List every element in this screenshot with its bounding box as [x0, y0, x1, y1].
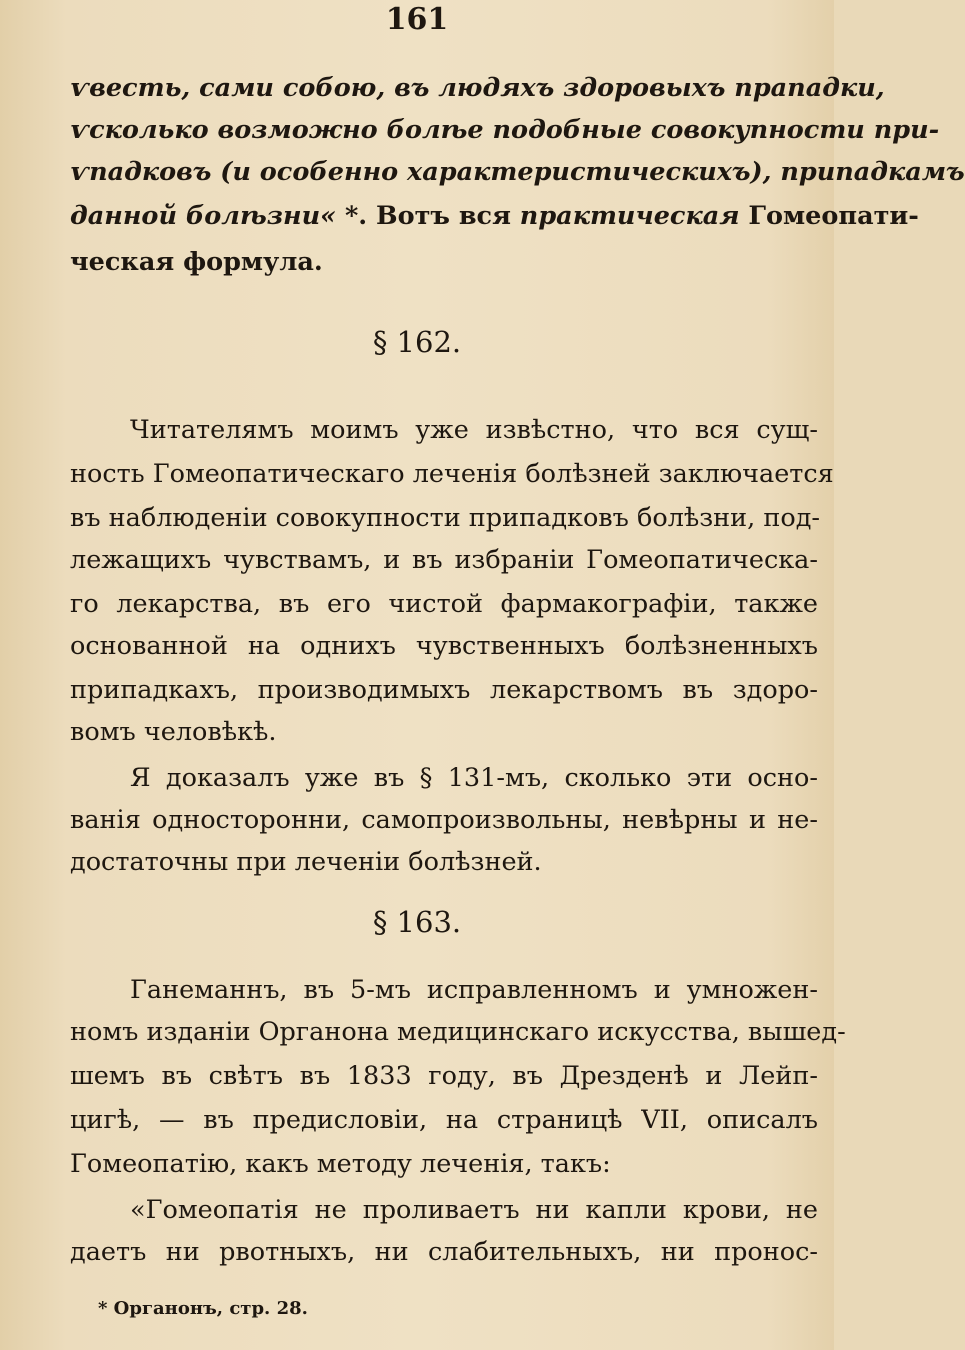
text-line: Читателямъ моимъ уже извѣстно, что вся сущ-: [130, 415, 818, 445]
italic-text: данной болѣзни«: [70, 201, 337, 231]
text-line: Ганеманнъ, въ 5-мъ исправленномъ и умножен-: [130, 975, 818, 1005]
plain-text: Вотъ вся: [367, 201, 520, 231]
page-number: 161: [385, 2, 449, 37]
footnote-mark: *.: [336, 201, 368, 231]
text-line: ѵсколько возможно болѣе подобные совокупности при-: [70, 115, 940, 145]
text-line: ность Гомеопатическаго леченія болѣзней заключается: [70, 459, 834, 489]
text-line: припадкахъ, производимыхъ лекарствомъ въ здоро-: [70, 675, 818, 705]
italic-text: практическая: [519, 201, 740, 231]
text-line: номъ изданіи Органона медицинскаго искусства, вышед-: [70, 1017, 846, 1047]
text-line: «Гомеопатія не проливаетъ ни капли крови, не: [130, 1195, 818, 1225]
text-line: шемъ въ свѣтъ въ 1833 году, въ Дрезденѣ и Лейп-: [70, 1061, 818, 1091]
text-line: го лекарства, въ его чистой фармакографіи, также: [70, 589, 818, 619]
section-heading-162: § 162.: [372, 325, 462, 359]
text-line: въ наблюденіи совокупности припадковъ болѣзни, под-: [70, 503, 821, 533]
text-line: ванія односторонни, самопроизвольны, невѣрны и не-: [70, 805, 818, 835]
text-line: лежащихъ чувствамъ, и въ избраніи Гомеопатическа-: [70, 545, 818, 575]
text-line: цигѣ, — въ предисловіи, на страницѣ VII, описалъ: [70, 1105, 818, 1135]
text-line: даетъ ни рвотныхъ, ни слабительныхъ, ни пронос-: [70, 1237, 818, 1267]
text-line: достаточны при леченіи болѣзней.: [70, 847, 542, 877]
footnote: * Органонъ, стр. 28.: [98, 1298, 308, 1319]
text-line-mixed: [70, 196, 919, 236]
text-line: основанной на однихъ чувственныхъ болѣзненныхъ: [70, 631, 818, 661]
text-line: Гомеопатію, какъ методу леченія, такъ:: [70, 1149, 611, 1179]
text-line: ческая формула.: [70, 247, 323, 277]
text-line: ѵвесть, сами собою, въ людяхъ здоровыхъ прападки,: [70, 73, 885, 103]
text-line: вомъ человѣкѣ.: [70, 717, 277, 747]
plain-text: Гомеопати-: [739, 201, 919, 231]
section-heading-163: § 163.: [372, 905, 462, 939]
text-line: Я доказалъ уже въ § 131-мъ, сколько эти осно-: [130, 763, 818, 793]
footnote-rule: [70, 1280, 220, 1281]
text-line: ѵпадковъ (и особенно характеристическихъ), припадкамъ: [70, 157, 965, 187]
